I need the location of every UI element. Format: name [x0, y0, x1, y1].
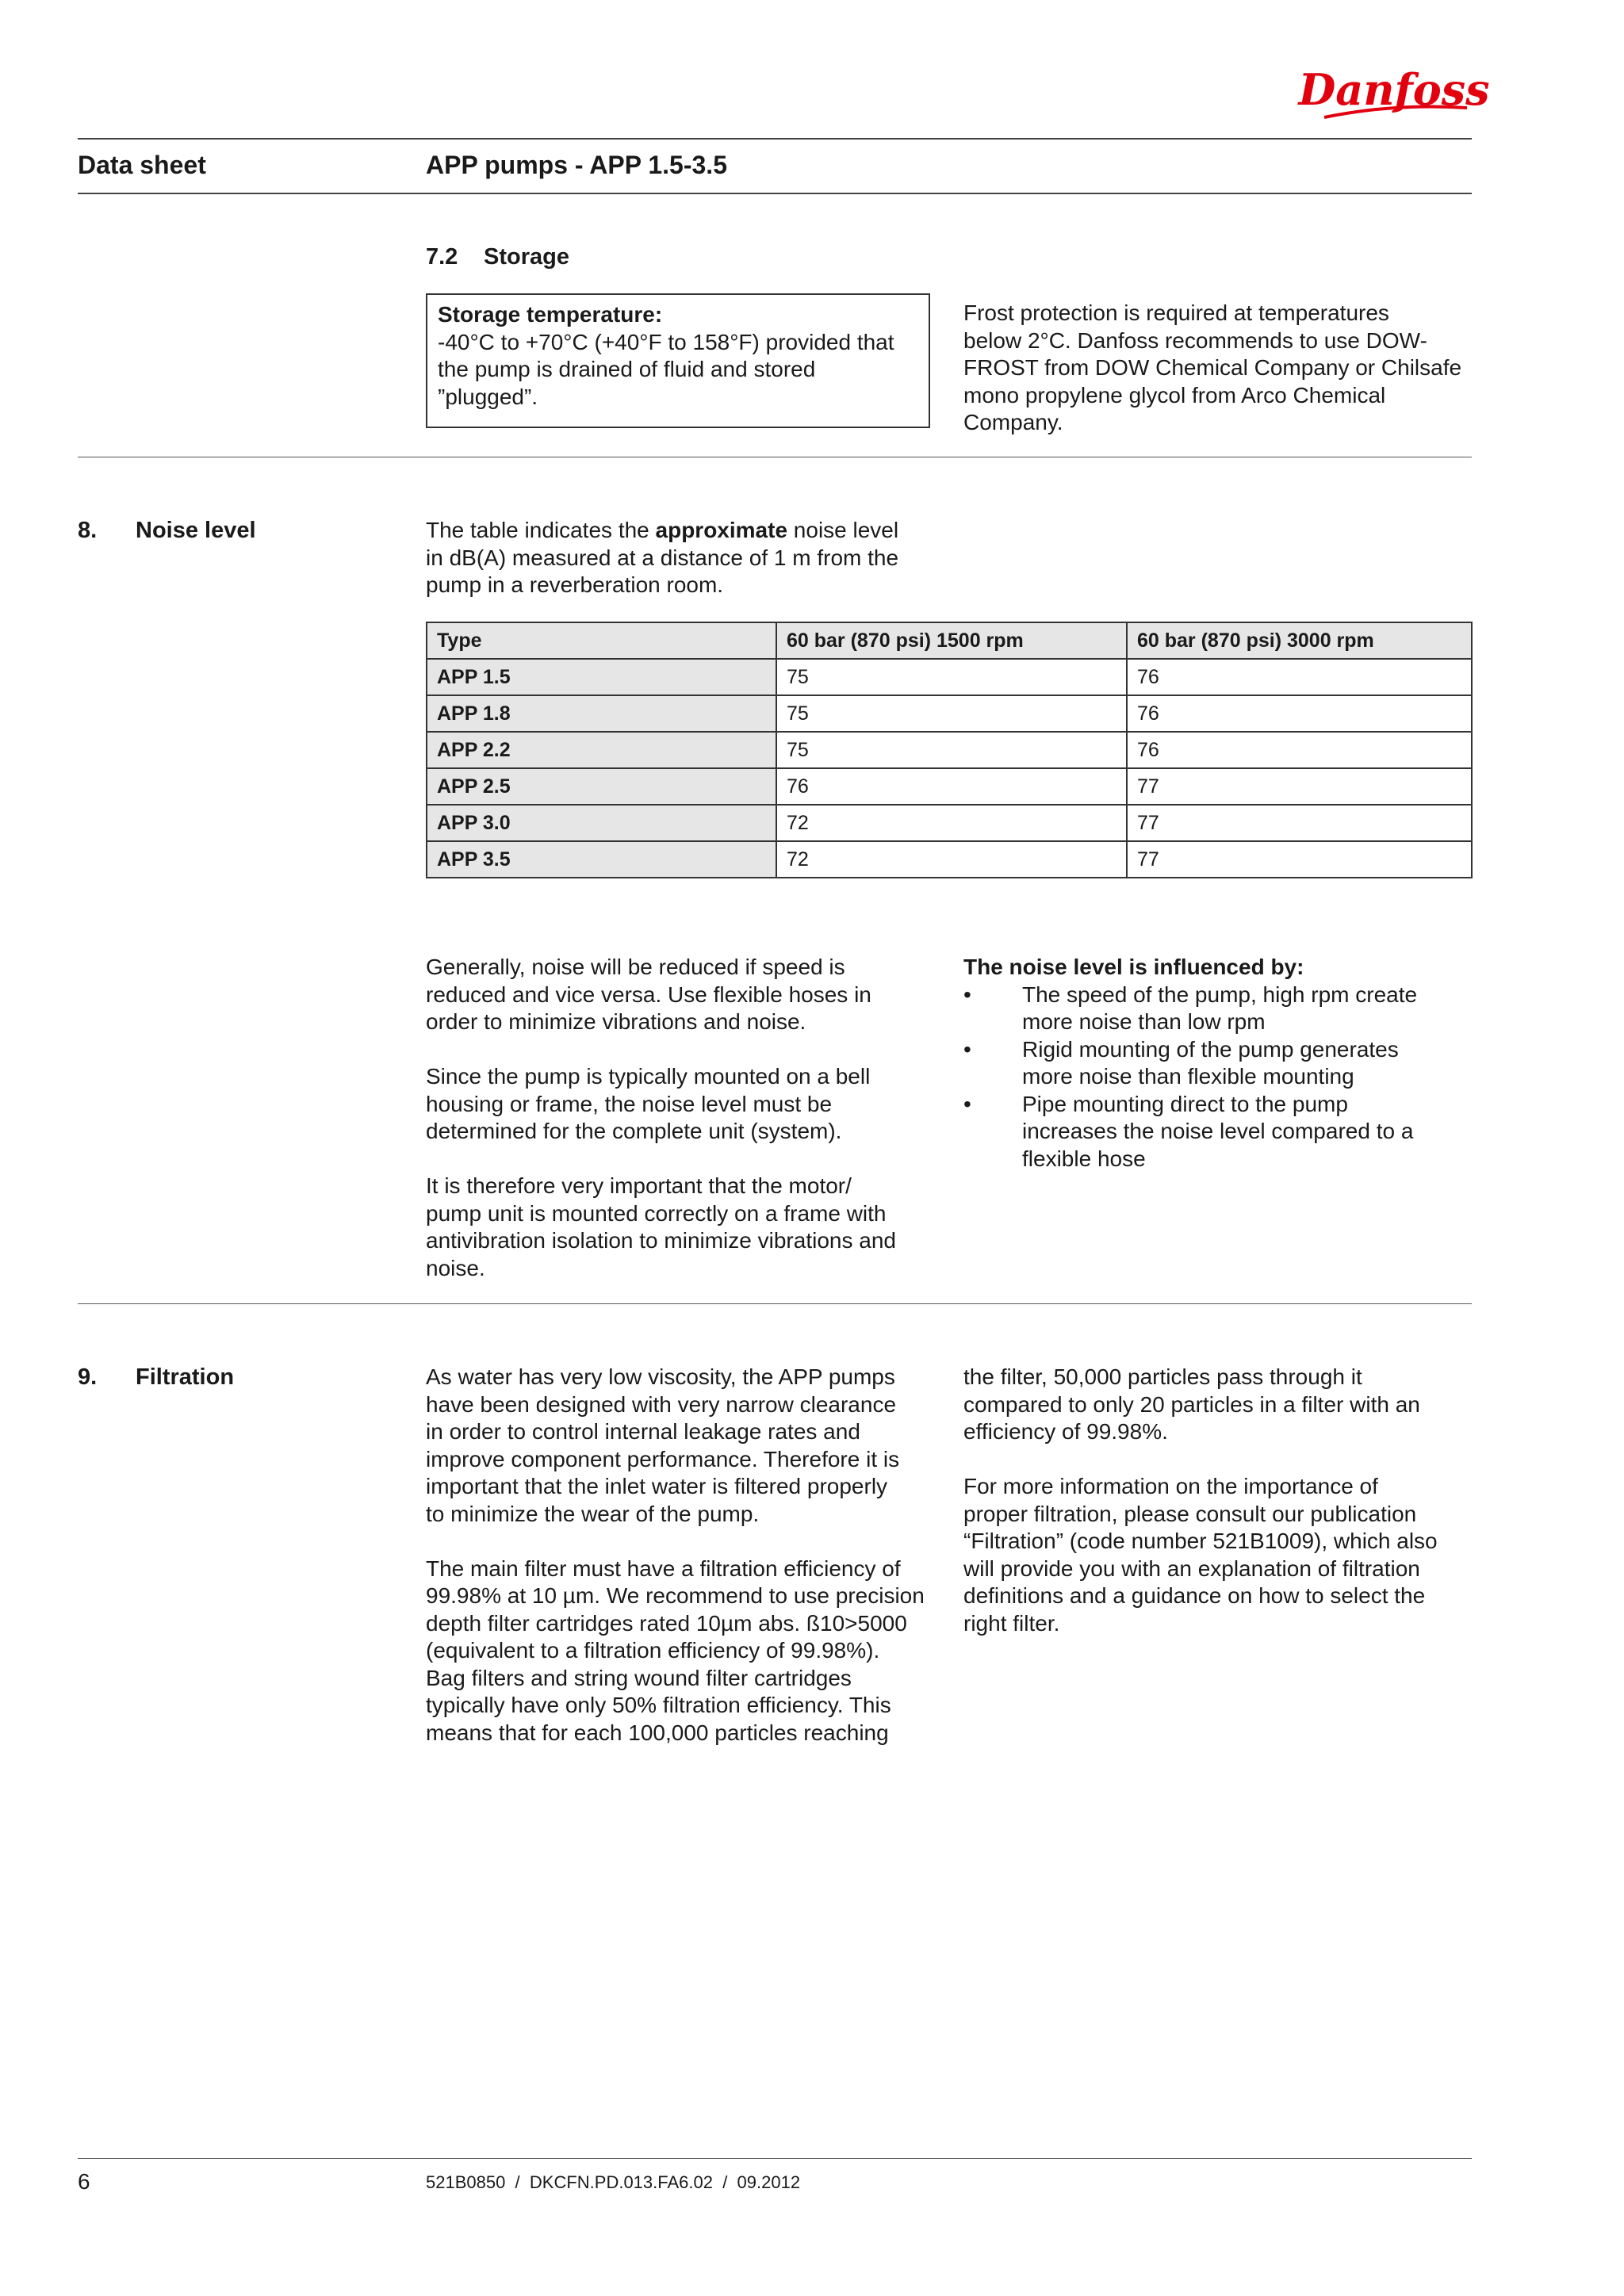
table-row — [427, 659, 1472, 695]
filtration-line: means that for each 100,000 particles reaching — [426, 1720, 889, 1745]
filtration-line: Bag filters and string wound filter cartridges — [426, 1665, 852, 1690]
bullet-line: more noise than flexible mounting — [1022, 1064, 1354, 1089]
noise-heading: Noise level — [136, 518, 256, 543]
table-row — [427, 695, 1472, 732]
bullet-line: The speed of the pump, high rpm create — [1022, 982, 1418, 1007]
header-top-rule — [78, 138, 1472, 140]
table-cell-type: APP 2.2 — [427, 732, 776, 768]
frost-line: mono propylene glycol from Arco Chemical — [963, 382, 1386, 408]
filtration-line: will provide you with an explanation of filtration — [963, 1556, 1420, 1581]
table-header-cell: Type — [427, 622, 776, 659]
bullet-line: more noise than low rpm — [1022, 1009, 1266, 1034]
table-cell-type: APP 1.8 — [427, 695, 776, 732]
storage-box-line: ”plugged”. — [438, 384, 538, 409]
noise-para-line: pump unit is mounted correctly on a frame with — [426, 1200, 887, 1226]
noise-intro-bold: approximate — [655, 518, 788, 542]
noise-number: 8. — [78, 518, 98, 543]
noise-para-line: order to minimize vibrations and noise. — [426, 1009, 806, 1034]
filtration-line: The main filter must have a filtration efficiency of — [426, 1556, 901, 1581]
table-cell-type: APP 1.5 — [427, 659, 776, 695]
filtration-line: typically have only 50% filtration efficiency. This — [426, 1693, 891, 1717]
table-cell: 75 — [776, 695, 1127, 732]
table-cell: 75 — [776, 732, 1127, 768]
noise-intro-line: pump in a reverberation room. — [426, 572, 724, 597]
table-row — [427, 768, 1472, 805]
filtration-line: efficiency of 99.98%. — [963, 1419, 1168, 1444]
page-title: APP pumps - APP 1.5-3.5 — [426, 151, 727, 179]
filtration-line: depth filter cartridges rated 10µm abs. ß10>5000 — [426, 1610, 907, 1636]
filtration-line: to minimize the wear of the pump. — [426, 1501, 760, 1526]
storage-box-title: Storage temperature: — [438, 302, 663, 327]
noise-para-line: housing or frame, the noise level must be — [426, 1091, 833, 1116]
table-cell: 76 — [1127, 659, 1472, 695]
noise-influence-heading: The noise level is influenced by: — [963, 955, 1304, 979]
bullet-icon: • — [963, 1091, 971, 1116]
noise-para-line: Since the pump is typically mounted on a bell — [426, 1064, 871, 1089]
filtration-number: 9. — [78, 1364, 98, 1390]
storage-temperature-box — [426, 293, 930, 428]
table-cell-type: APP 2.5 — [427, 768, 776, 805]
table-header-cell: 60 bar (870 psi) 1500 rpm — [776, 622, 1127, 659]
noise-para-line: antivibration isolation to minimize vibrations and — [426, 1228, 896, 1253]
storage-number: 7.2 — [426, 244, 458, 270]
storage-box-line: -40°C to +70°C (+40°F to 158°F) provided that — [438, 329, 894, 354]
noise-intro-post: noise level — [787, 518, 899, 542]
table-cell: 77 — [1127, 841, 1472, 878]
list-item — [963, 982, 1479, 1036]
page-number: 6 — [78, 2169, 90, 2194]
table-cell: 76 — [1127, 695, 1472, 732]
noise-para-line: Generally, noise will be reduced if speed is — [426, 955, 845, 979]
filtration-line: “Filtration” (code number 521B1009), which also — [963, 1529, 1438, 1553]
filtration-line: As water has very low viscosity, the APP pumps — [426, 1364, 895, 1389]
danfoss-logo — [1298, 55, 1490, 131]
noise-para-line: determined for the complete unit (system). — [426, 1119, 842, 1143]
header-bottom-rule — [78, 193, 1472, 194]
document-reference: 521B0850 / DKCFN.PD.013.FA6.02 / 09.2012 — [426, 2172, 801, 2192]
table-cell: 75 — [776, 659, 1127, 695]
frost-protection-text — [963, 300, 1479, 437]
frost-line: FROST from DOW Chemical Company or Chilsafe — [963, 355, 1462, 380]
filtration-line: important that the inlet water is filtered properly — [426, 1474, 888, 1498]
frost-line: below 2°C. Danfoss recommends to use DOW- — [963, 327, 1427, 353]
filtration-line: in order to control internal leakage rates and — [426, 1419, 860, 1444]
storage-heading: Storage — [484, 244, 569, 270]
noise-intro-pre: The table indicates the — [426, 518, 656, 542]
table-cell: 76 — [1127, 732, 1472, 768]
table-cell: 76 — [776, 768, 1127, 805]
noise-intro — [426, 517, 933, 599]
filtration-line: the filter, 50,000 particles pass through it — [963, 1364, 1362, 1389]
table-row — [427, 732, 1472, 768]
section-divider — [78, 1303, 1472, 1304]
filtration-line: improve component performance. Therefore it is — [426, 1446, 900, 1471]
logo-wordmark: Danfoss — [1298, 64, 1490, 115]
storage-box-line: the pump is drained of fluid and stored — [438, 357, 816, 381]
bullet-icon: • — [963, 1036, 971, 1062]
noise-para-line: noise. — [426, 1255, 485, 1280]
table-cell: 77 — [1127, 768, 1472, 805]
frost-line: Company. — [963, 410, 1063, 434]
filtration-heading: Filtration — [136, 1364, 235, 1390]
filtration-line: have been designed with very narrow clearance — [426, 1391, 897, 1417]
bullet-icon: • — [963, 982, 971, 1007]
noise-intro-line: in dB(A) measured at a distance of 1 m from the — [426, 545, 899, 570]
footer-rule — [78, 2158, 1472, 2159]
filtration-line: (equivalent to a filtration efficiency of 99.98%). — [426, 1638, 880, 1663]
filtration-left-column — [426, 1364, 949, 1747]
table-row — [427, 805, 1472, 841]
noise-influence-list — [963, 982, 1479, 1173]
bullet-line: Rigid mounting of the pump generates — [1022, 1036, 1399, 1062]
bullet-line: increases the noise level compared to a — [1022, 1119, 1414, 1143]
bullet-line: Pipe mounting direct to the pump — [1022, 1091, 1348, 1116]
list-item — [963, 1036, 1479, 1091]
table-row — [427, 841, 1472, 878]
filtration-line: right filter. — [963, 1610, 1060, 1636]
noise-para-line: It is therefore very important that the motor/ — [426, 1173, 852, 1198]
noise-influence-column — [963, 954, 1479, 1173]
table-cell-type: APP 3.5 — [427, 841, 776, 878]
table-cell: 77 — [1127, 805, 1472, 841]
table-header-row — [427, 622, 1472, 659]
filtration-line: For more information on the importance of — [963, 1474, 1378, 1498]
table-header-cell: 60 bar (870 psi) 3000 rpm — [1127, 622, 1472, 659]
noise-left-column — [426, 954, 941, 1282]
table-cell: 72 — [776, 841, 1127, 878]
filtration-line: definitions and a guidance on how to select the — [963, 1583, 1426, 1608]
doc-type-label: Data sheet — [78, 151, 206, 179]
filtration-line: compared to only 20 particles in a filter with an — [963, 1391, 1420, 1417]
table-cell-type: APP 3.0 — [427, 805, 776, 841]
noise-para-line: reduced and vice versa. Use flexible hoses in — [426, 982, 871, 1007]
table-cell: 72 — [776, 805, 1127, 841]
noise-level-table — [426, 622, 1473, 878]
filtration-line: proper filtration, please consult our publication — [963, 1501, 1417, 1526]
list-item — [963, 1091, 1479, 1173]
bullet-line: flexible hose — [1022, 1146, 1146, 1171]
filtration-line: 99.98% at 10 µm. We recommend to use precision — [426, 1583, 925, 1608]
filtration-right-column — [963, 1364, 1479, 1637]
frost-line: Frost protection is required at temperatures — [963, 300, 1389, 325]
